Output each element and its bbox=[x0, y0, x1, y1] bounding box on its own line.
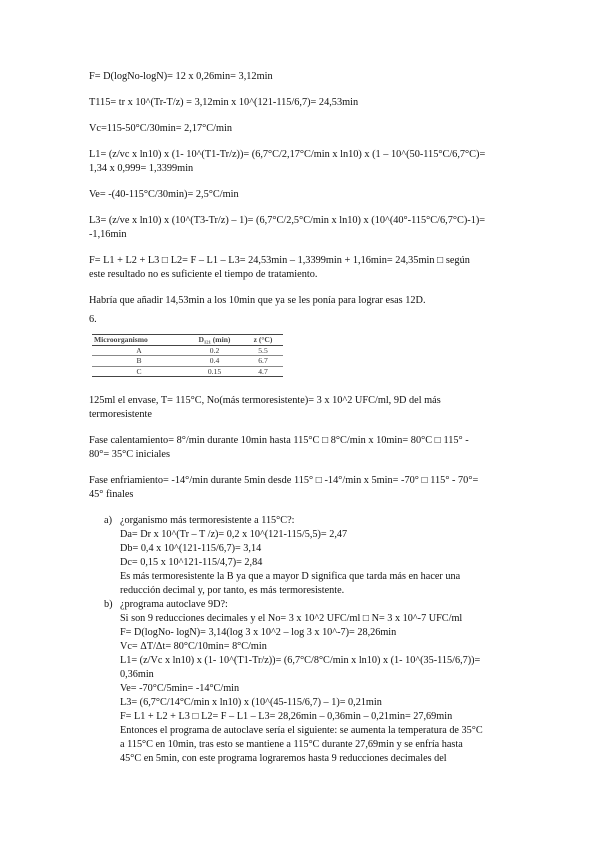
item-b-sum: F= L1 + L2 + L3 □ L2= F – L1 – L3= 28,26min – 0,36min – 0,21min= 27,69min bbox=[120, 711, 453, 722]
table-cell: 0.4 bbox=[186, 356, 243, 367]
table-cell: C bbox=[92, 366, 186, 377]
table-cell: 5.5 bbox=[243, 345, 283, 356]
table-row bbox=[92, 345, 283, 356]
item-a-da: Da= Dr x 10^(Tr – T /z)= 0,2 x 10^(121-115/5,5)= 2,47 bbox=[120, 529, 348, 540]
table-cell: 0.2 bbox=[186, 345, 243, 356]
item-b-program-line1: Entonces el programa de autoclave sería el siguiente: se aumenta la temperatura de 35°C bbox=[120, 725, 483, 736]
table-row bbox=[92, 366, 283, 377]
cooling-phase-line1: Fase enfriamiento= -14°/min durante 5min desde 115° □ -14°/min x 5min= -70° □ 115° - 70°= bbox=[89, 475, 479, 486]
item-a-answer-line1: Es más termoresistente la B ya que a mayor D significa que tarda más en hacer una bbox=[120, 571, 461, 582]
table-row bbox=[92, 356, 283, 367]
formula-l3-line2: -1,16min bbox=[89, 229, 127, 240]
heating-phase-line2: 80°= 35°C iniciales bbox=[89, 449, 170, 460]
microorganism-table bbox=[92, 334, 283, 377]
item-b-label: b) bbox=[104, 599, 113, 610]
section-number: 6. bbox=[89, 314, 97, 325]
formula-l3-line1: L3= (z/ve x ln10) x (10^(T3-Tr/z) – 1)= (6,7°C/2,5°C/min x ln10) x (10^(40°-115°C/6,7°C)-1)= bbox=[89, 215, 486, 226]
table-header-row bbox=[92, 335, 283, 346]
cooling-phase-line2: 45° finales bbox=[89, 489, 134, 500]
item-a-question: ¿organismo más termoresistente a 115°C?: bbox=[120, 515, 295, 526]
item-a-db: Db= 0,4 x 10^(121-115/6,7)= 3,14 bbox=[120, 543, 262, 554]
table-header-z: z (°C) bbox=[243, 335, 283, 346]
problem-data-line1: 125ml el envase, T= 115°C, No(más termoresistente)= 3 x 10^2 UFC/ml, 9D del más bbox=[89, 395, 441, 406]
table-cell: B bbox=[92, 356, 186, 367]
item-b-f: F= D(logNo- logN)= 3,14(log 3 x 10^2 – log 3 x 10^-7)= 28,26min bbox=[120, 627, 397, 638]
item-b-ve: Ve= -70°C/5min= -14°C/min bbox=[120, 683, 240, 694]
formula-t115: T115= tr x 10^(Tr-T/z) = 3,12min x 10^(121-115/6,7)= 24,53min bbox=[89, 97, 359, 108]
item-b-program-line2: a 115°C en 10min, tras esto se mantiene a 115°C durante 27,69min y se enfría hasta bbox=[120, 739, 463, 750]
item-b-question: ¿programa autoclave 9D?: bbox=[120, 599, 228, 610]
formula-l1-line2: 1,34 x 0,999= 1,3399min bbox=[89, 163, 194, 174]
table-cell: 4.7 bbox=[243, 366, 283, 377]
formula-f: F= D(logNo-logN)= 12 x 0,26min= 3,12min bbox=[89, 71, 273, 82]
item-a-answer-line2: reducción decimal y, por tanto, es más termoresistente. bbox=[120, 585, 345, 596]
formula-sum-line2: este resultado no es suficiente el tiempo de tratamiento. bbox=[89, 269, 318, 280]
item-b-vc: Vc= ΔT/Δt= 80°C/10min= 8°C/min bbox=[120, 641, 267, 652]
item-b-reductions: Si son 9 reducciones decimales y el No= 3 x 10^2 UFC/ml □ N= 3 x 10^-7 UFC/ml bbox=[120, 613, 463, 624]
item-a-dc: Dc= 0,15 x 10^121-115/4,7)= 2,84 bbox=[120, 557, 263, 568]
table-header-d121: D₁₂₁ (min) bbox=[186, 335, 243, 346]
item-b-l1-line1: L1= (z/Vc x ln10) x (1- 10^(T1-Tr/z))= (6,7°C/8°C/min x ln10) x (1- 10^(35-115/6,7))= bbox=[120, 655, 481, 666]
table-header-microorganism: Microorganismo bbox=[92, 335, 186, 346]
table-cell: 0.15 bbox=[186, 366, 243, 377]
item-b-program-line3: 45°C en 5min, con este programa lograremos hasta 9 reducciones decimales del bbox=[120, 753, 447, 764]
problem-data-line2: termoresistente bbox=[89, 409, 152, 420]
item-b-l1-line2: 0,36min bbox=[120, 669, 154, 680]
table-cell: A bbox=[92, 345, 186, 356]
heating-phase-line1: Fase calentamiento= 8°/min durante 10min hasta 115°C □ 8°C/min x 10min= 80°C □ 115° - bbox=[89, 435, 469, 446]
conclusion-text: Habría que añadir 14,53min a los 10min que ya se les ponía para lograr esas 12D. bbox=[89, 295, 426, 306]
table-cell: 6.7 bbox=[243, 356, 283, 367]
formula-vc: Vc=115-50°C/30min= 2,17°C/min bbox=[89, 123, 233, 134]
formula-ve: Ve= -(40-115°C/30min)= 2,5°C/min bbox=[89, 189, 239, 200]
item-b-l3: L3= (6,7°C/14°C/min x ln10) x (10^(45-115/6,7) – 1)= 0,21min bbox=[120, 697, 382, 708]
item-a-label: a) bbox=[104, 515, 112, 526]
formula-l1-line1: L1= (z/vc x ln10) x (1- 10^(T1-Tr/z))= (6,7°C/2,17°C/min x ln10) x (1 – 10^(50-115°C/6,7°C)= bbox=[89, 149, 486, 160]
formula-sum-line1: F= L1 + L2 + L3 □ L2= F – L1 – L3= 24,53min – 1,3399min + 1,16min= 24,35min □ según bbox=[89, 255, 470, 266]
